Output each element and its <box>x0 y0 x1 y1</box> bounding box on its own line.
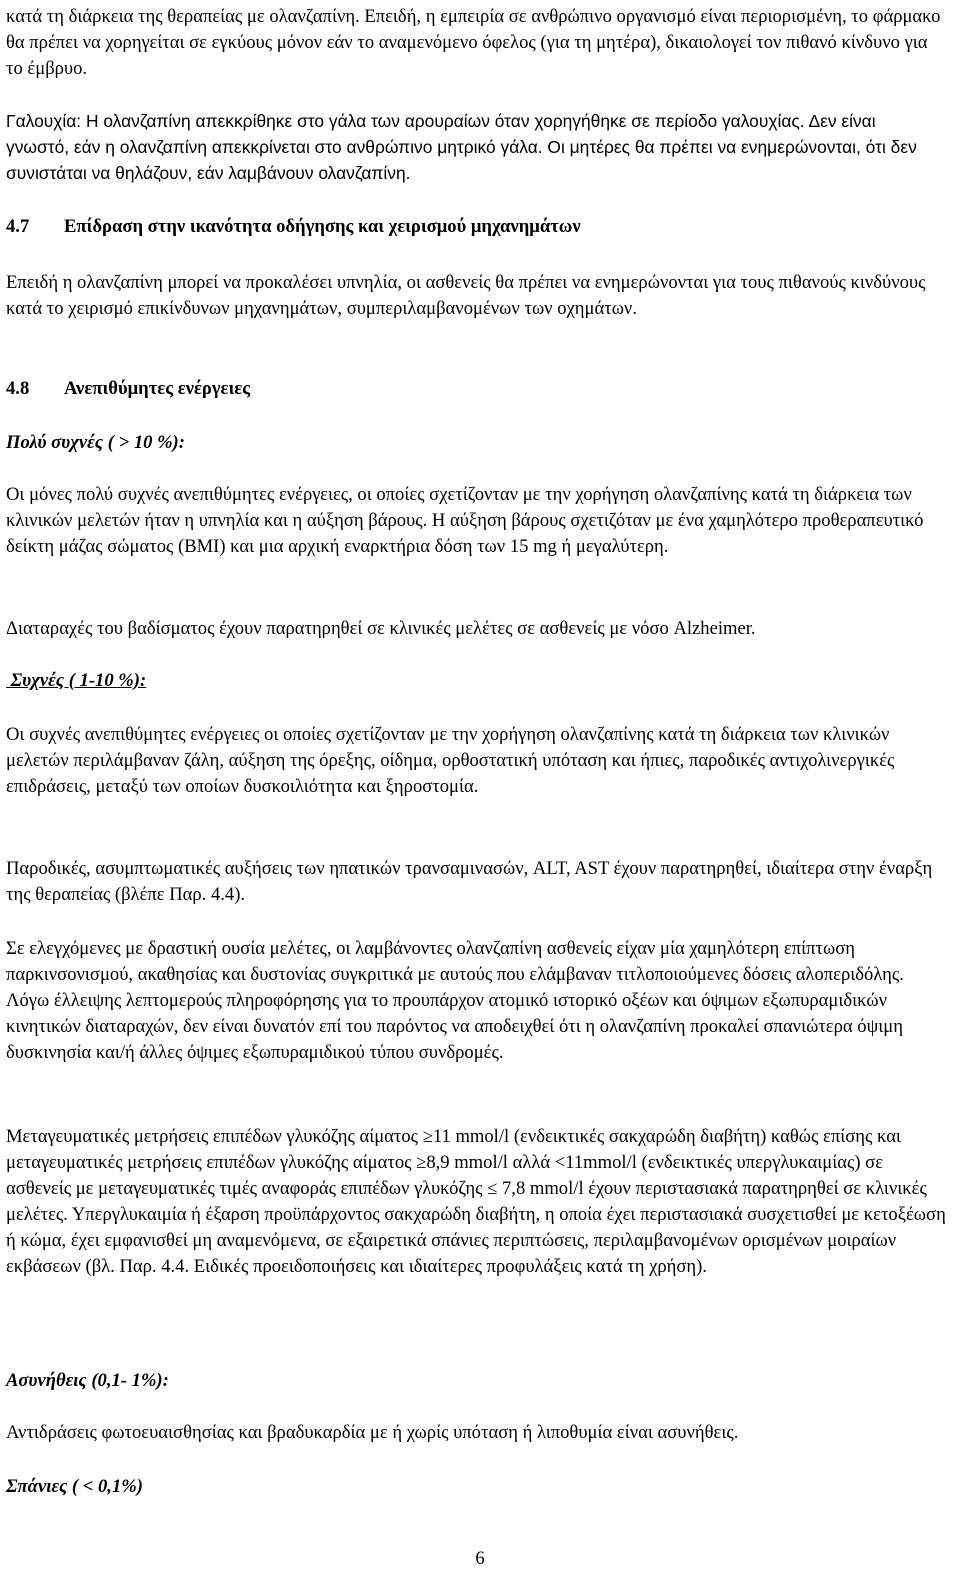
paragraph-lactation: Γαλουχία: Η ολανζαπίνη απεκκρίθηκε στο γάλα των αρουραίων όταν χορηγήθηκε σε περίοδο γαλουχίας. Δεν είναι γνωστό, εάν η ολανζαπίνη απεκκρίνεται στο ανθρώπινο μητρικό γάλα. Οι μητέρες θα πρέπει να ενημερώνονται, ότι δεν συνιστάται να θηλάζουν, εάν λαμβάνουν ολανζαπίνη. <box>6 111 917 183</box>
subheading-rare: Σπάνιες ( < 0,1%) <box>6 1476 143 1497</box>
subheading-uncommon: Ασυνήθεις (0,1- 1%): <box>6 1370 169 1391</box>
paragraph-glucose: Μεταγευματικές μετρήσεις επιπέδων γλυκόζης αίματος ≥11 mmol/l (ενδεικτικές σακχαρώδη διαβήτη) καθώς επίσης και μεταγευματικές μετρήσεις επιπέδων γλυκόζης αίματος ≥8,9 mmol/l αλλά <11mmol/l (ενδεικτικές υπεργλυκαιμίας) σε ασθενείς με μεταγευματικές τιμές αναφοράς επιπέδων γλυκόζης ≤ 7,8 mmol/l έχουν περιστασιακά παρατηρηθεί σε κλινικές μελέτες. Υπεργλυκαιμία ή έξαρση προϋπάρχοντος σακχαρώδη διαβήτη, η οποία έχει περιστασιακά συσχετισθεί με κετοξέωση ή κώμα, έχει εμφανισθεί μη αναμενόμενα, σε εξαιρετικά σπάνιες περιπτώσεις, περιλαμβανομένων ορισμένων μοιραίων εκβάσεων (βλ. Παρ. 4.4. Ειδικές προειδοποιήσεις και ιδιαίτερες προφυλάξεις κατά τη χρήση). <box>6 1126 946 1277</box>
paragraph-alzheimer: Διαταραχές του βαδίσματος έχουν παρατηρηθεί σε κλινικές μελέτες σε ασθενείς με νόσο Alzheimer. <box>6 618 756 639</box>
paragraph-uncommon: Αντιδράσεις φωτοευαισθησίας και βραδυκαρδία με ή χωρίς υπόταση ή λιποθυμία είναι ασυνήθεις. <box>6 1422 739 1443</box>
paragraph-transaminases: Παροδικές, ασυμπτωματικές αυξήσεις των ηπατικών τρανσαμινασών, ALT, AST έχουν παρατηρηθεί, ιδιαίτερα στην έναρξη της θεραπείας (βλέπε Παρ. 4.4). <box>6 858 933 905</box>
section-number: 4.8 <box>6 378 30 399</box>
section-title: Επίδραση στην ικανότητα οδήγησης και χειρισμού μηχανημάτων <box>64 216 581 237</box>
subheading-common: Συχνές ( 1-10 %): <box>6 670 147 691</box>
paragraph-driving: Επειδή η ολανζαπίνη μπορεί να προκαλέσει υπνηλία, οι ασθενείς θα πρέπει να ενημερώνονται για τους πιθανούς κινδύνους κατά το χειρισμό επικίνδυνων μηχανημάτων, συμπεριλαμβανομένων των οχημάτων. <box>6 272 926 319</box>
subheading-very-common: Πολύ συχνές ( > 10 %): <box>6 432 185 453</box>
page-number: 6 <box>475 1548 485 1569</box>
paragraph-controlled-studies: Σε ελεγχόμενες με δραστική ουσία μελέτες, οι λαμβάνοντες ολανζαπίνη ασθενείς είχαν μία χαμηλότερη επίπτωση παρκινσονισμού, ακαθησίας και δυστονίας συγκριτικά με αυτούς που ελάμβαναν τιτλοποιούμενες δόσεις αλοπεριδόλης. Λόγω έλλειψης λεπτομερούς πληροφόρησης για το προυπάρχον ατομικό ιστορικό οξέων και όψιμων εξωπυραμιδικών κινητικών διαταραχών, δεν είναι δυνατόν επί του παρόντος να αποδειχθεί ότι η ολανζαπίνη προκαλεί σπανιώτερα όψιμη δυσκινησία και/ή άλλες όψιμες εξωπυραμιδικού τύπου συνδρομές. <box>6 938 904 1063</box>
section-heading-4-7 <box>6 214 581 240</box>
paragraph-very-common: Οι μόνες πολύ συχνές ανεπιθύμητες ενέργειες, οι οποίες σχετίζονταν με την χορήγηση ολανζαπίνης κατά τη διάρκεια των κλινικών μελετών ήταν η υπνηλία και η αύξηση βάρους. Η αύξηση βάρους σχετιζόταν με ένα χαμηλότερο προθεραπευτικό δείκτη μάζας σώματος (BMI) και μια αρχική εναρκτήρια δόση των 15 mg ή μεγαλύτερη. <box>6 484 924 557</box>
paragraph-pregnancy-continued: κατά τη διάρκεια της θεραπείας με ολανζαπίνη. Επειδή, η εμπειρία σε ανθρώπινο οργανισμό είναι περιορισμένη, το φάρμακο θα πρέπει να χορηγείται σε εγκύους μόνον εάν το αναμενόμενο όφελος (για τη μητέρα), δικαιολογεί τον πιθανό κίνδυνο για το έμβρυο. <box>6 6 941 79</box>
section-title: Ανεπιθύμητες ενέργειες <box>64 378 251 399</box>
section-number: 4.7 <box>6 216 30 237</box>
section-heading-4-8 <box>6 376 250 402</box>
paragraph-common: Οι συχνές ανεπιθύμητες ενέργειες οι οποίες σχετίζονταν με την χορήγηση ολανζαπίνης κατά τη διάρκεια των κλινικών μελετών περιλάμβαναν ζάλη, αύξηση της όρεξης, οίδημα, ορθοστατική υπόταση και ήπιες, παροδικές αντιχολινεργικές επιδράσεις, μεταξύ των οποίων δυσκοιλιότητα και ξηροστομία. <box>6 724 895 797</box>
